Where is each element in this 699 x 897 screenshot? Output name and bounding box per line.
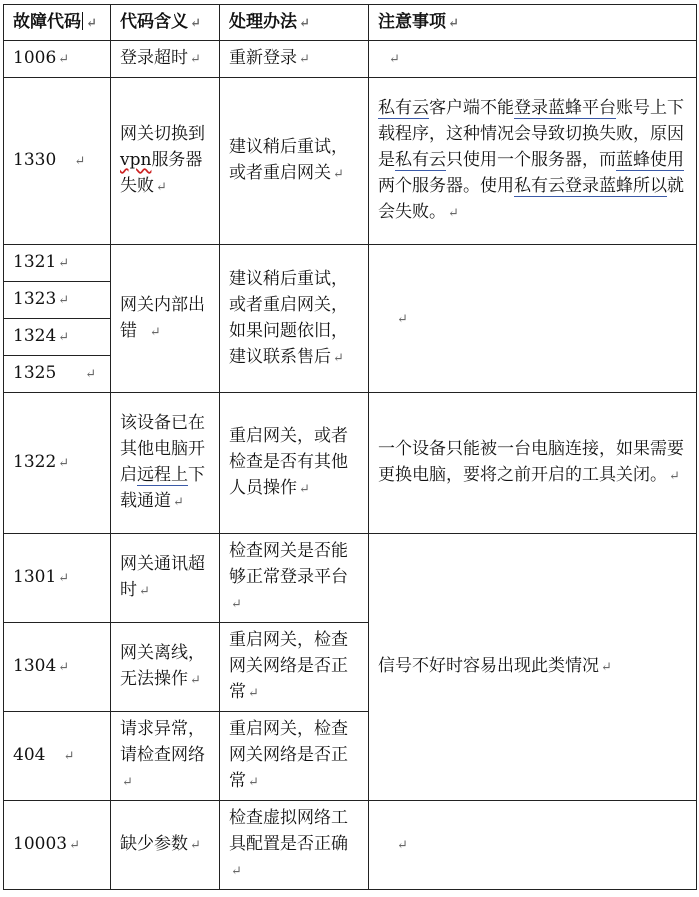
cell-solution: 重启网关，检查网关网络是否正常 ↵ <box>220 623 369 712</box>
fault-code-table <box>3 4 697 890</box>
cell-solution: 检查网关是否能够正常登录平台↵ <box>220 534 369 623</box>
header-code: 故障代码 ↵ <box>4 5 111 41</box>
cell-solution: 建议稍后重试，或者重启网关，如果问题依旧，建议联系售后 ↵ <box>220 245 369 393</box>
cell-note: ↵ <box>369 41 697 78</box>
cell-solution: 检查虚拟网络工具配置是否正确↵ <box>220 801 369 890</box>
cell-meaning: 登录超时 ↵ <box>111 41 220 78</box>
table-row <box>4 801 697 890</box>
header-note: 注意事项 ↵ <box>369 5 697 41</box>
cell-code: 1325 ↵ <box>4 356 111 393</box>
cell-solution: 重启网关，或者检查是否有其他人员操作 ↵ <box>220 393 369 534</box>
cell-meaning: 网关切换到vpn服务器失败 ↵ <box>111 78 220 245</box>
cell-code: 1330 ↵ <box>4 78 111 245</box>
cell-meaning: 网关离线，无法操作 ↵ <box>111 623 220 712</box>
header-meaning: 代码含义 ↵ <box>111 5 220 41</box>
cell-code: 10003 ↵ <box>4 801 111 890</box>
cell-code: 1304 ↵ <box>4 623 111 712</box>
cell-solution: 建议稍后重试，或者重启网关 ↵ <box>220 78 369 245</box>
cell-code: 1321 ↵ <box>4 245 111 282</box>
table-row <box>4 78 697 245</box>
header-solution: 处理办法 ↵ <box>220 5 369 41</box>
table-header-row <box>4 5 697 41</box>
cell-note: 一个设备只能被一台电脑连接，如果需要更换电脑，要将之前开启的工具关闭。 ↵ <box>369 393 697 534</box>
cell-code: 1324 ↵ <box>4 319 111 356</box>
cell-meaning: 网关通讯超时 ↵ <box>111 534 220 623</box>
cell-code: 1322 ↵ <box>4 393 111 534</box>
table-row <box>4 534 697 623</box>
cell-meaning: 缺少参数 ↵ <box>111 801 220 890</box>
cell-note: 信号不好时容易出现此类情况 ↵ <box>369 534 697 801</box>
cell-solution: 重启网关，检查网关网络是否正常 ↵ <box>220 712 369 801</box>
cell-note: ↵ <box>369 245 697 393</box>
cell-note: 私有云客户端不能登录蓝蜂平台账号上下载程序，这种情况会导致切换失败，原因是私有云只使用一个服务器，而蓝蜂使用两个服务器。使用私有云登录蓝蜂所以就会失败。 ↵ <box>369 78 697 245</box>
text-cursor <box>82 12 83 30</box>
cell-code: 1006 ↵ <box>4 41 111 78</box>
table-row <box>4 393 697 534</box>
cell-code: 1301 ↵ <box>4 534 111 623</box>
cell-solution: 重新登录 ↵ <box>220 41 369 78</box>
cell-meaning: 请求异常，请检查网络↵ <box>111 712 220 801</box>
cell-note: ↵ <box>369 801 697 890</box>
cell-meaning: 网关内部出错 ↵ <box>111 245 220 393</box>
cell-meaning: 该设备已在其他电脑开启远程上下载通道 ↵ <box>111 393 220 534</box>
table-row <box>4 41 697 78</box>
table-row <box>4 245 697 282</box>
cell-code: 404 ↵ <box>4 712 111 801</box>
cell-code: 1323 ↵ <box>4 282 111 319</box>
